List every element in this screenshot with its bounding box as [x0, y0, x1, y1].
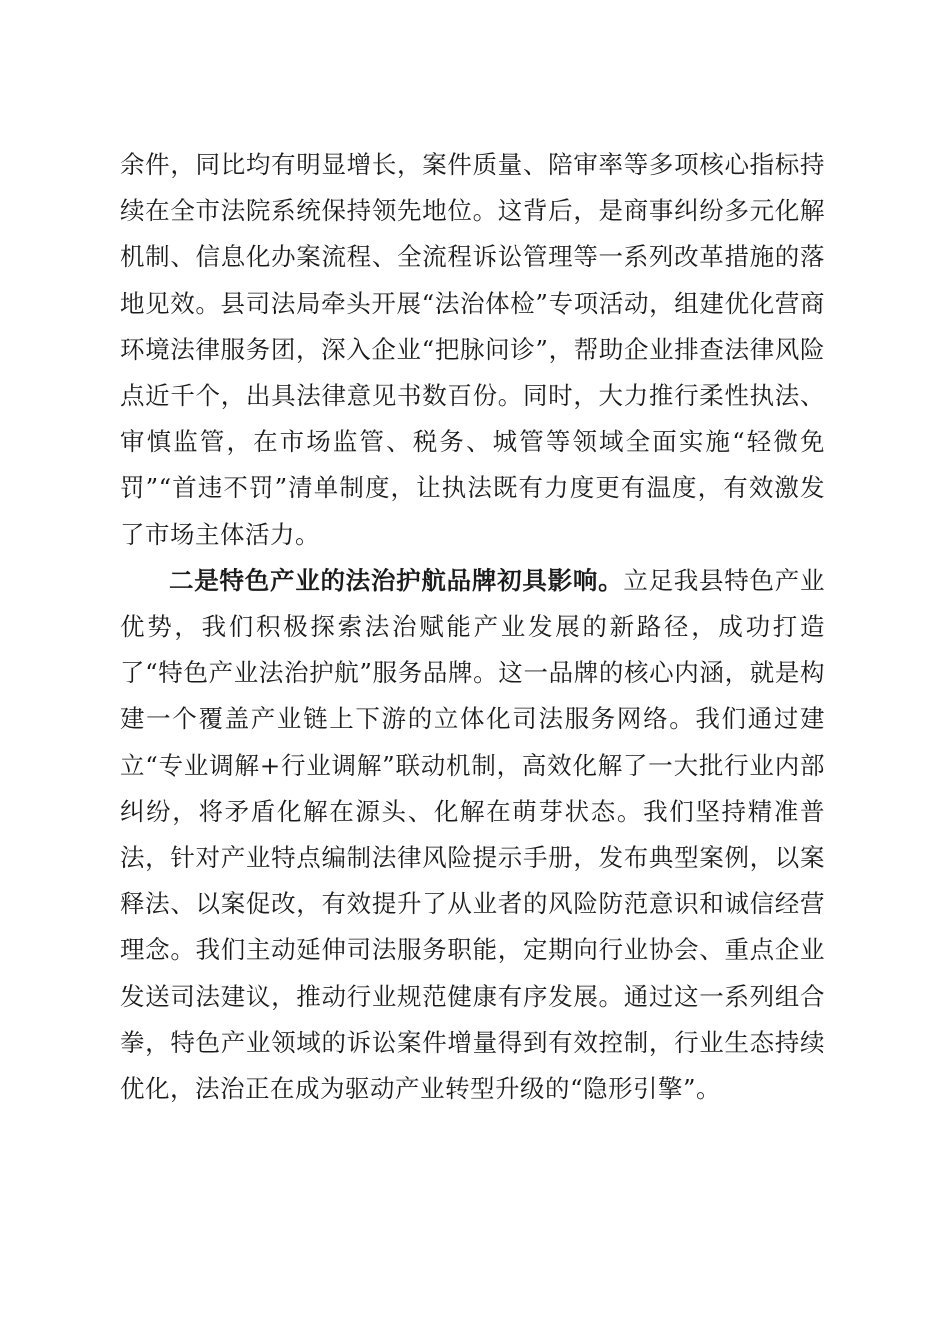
paragraph-lead-sentence: 二是特色产业的法治护航品牌初具影响。: [169, 565, 624, 595]
paragraph-continuation: [120, 142, 825, 558]
paragraph-text: 立足我县特色产业优势，我们积极探索法治赋能产业发展的新路径，成功打造了“特色产业法治护航”服务品牌。这一品牌的核心内涵，就是构建一个覆盖产业链上下游的立体化司法服务网络。我们通过建立“专业调解+行业调解”联动机制，高效化解了一大批行业内部纠纷，将矛盾化解在源头、化解在萌芽状态。我们坚持精准普法，针对产业特点编制法律风险提示手册，发布典型案例，以案释法、以案促改，有效提升了从业者的风险防范意识和诚信经营理念。我们主动延伸司法服务职能，定期向行业协会、重点企业发送司法建议，推动行业规范健康有序发展。通过这一系列组合拳，特色产业领域的诉讼案件增量得到有效控制，行业生态持续优化，法治正在成为驱动产业转型升级的“隐形引擎”。: [120, 565, 826, 1104]
paragraph-text: 余件，同比均有明显增长，案件质量、陪审率等多项核心指标持续在全市法院系统保持领先地位。这背后，是商事纠纷多元化解机制、信息化办案流程、全流程诉讼管理等一系列改革措施的落地见效。县司法局牵头开展“法治体检”专项活动，组建优化营商环境法律服务团，深入企业“把脉问诊”，帮助企业排查法律风险点近千个，出具法律意见书数百份。同时，大力推行柔性执法、审慎监管，在市场监管、税务、城管等领域全面实施“轻微免罚”“首违不罚”清单制度，让执法既有力度更有温度，有效激发了市场主体活力。: [120, 150, 825, 549]
paragraph-specialty-industry: [120, 558, 825, 1112]
document-body: [120, 142, 825, 1112]
